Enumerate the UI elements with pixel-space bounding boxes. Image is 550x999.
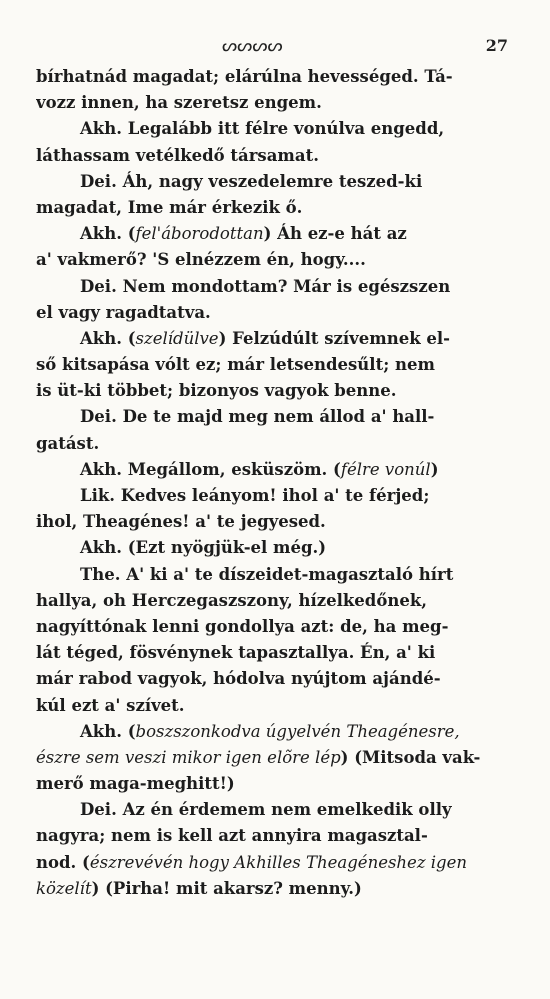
text-segment: Akh. Megállom, esküszöm. ( bbox=[80, 459, 341, 479]
text-line: nagyra; nem is kell azt annyira magasztal- bbox=[36, 826, 428, 846]
text-segment: Akh. ( bbox=[80, 224, 136, 244]
text-line: magadat, Ime már érkezik ő. bbox=[36, 197, 303, 217]
text-line bbox=[36, 719, 518, 745]
text-line: Dei. Az én érdemem nem emelkedik olly bbox=[80, 800, 452, 820]
text-line bbox=[36, 221, 518, 247]
text-line bbox=[36, 326, 518, 352]
text-segment: nod. ( bbox=[36, 852, 90, 872]
text-line: merő maga-meghitt!) bbox=[36, 774, 235, 794]
text-segment: ) (Pirha! mit akarsz? menny.) bbox=[91, 878, 362, 898]
text-segment: Akh. ( bbox=[80, 328, 136, 348]
text-segment: ) Felzúdúlt szívemnek el- bbox=[218, 328, 450, 348]
text-segment: ) bbox=[430, 459, 439, 479]
text-line: Akh. (Ezt nyögjük-el még.) bbox=[80, 538, 327, 558]
text-line: bírhatnád magadat; elárúlna hevességed. Tá- bbox=[36, 67, 453, 86]
text-line: hallya, oh Herczegaszszony, hízelkedőnek, bbox=[36, 590, 428, 610]
text-line: ihol, Theagénes! a' te jegyesed. bbox=[36, 512, 326, 532]
stage-direction: közelít bbox=[36, 878, 92, 898]
text-line: már rabod vagyok, hódolva nyújtom ajándé- bbox=[36, 669, 441, 689]
text-line bbox=[36, 850, 518, 876]
body-text bbox=[36, 64, 518, 902]
stage-direction: fel'áborodottan bbox=[135, 224, 264, 244]
text-line bbox=[36, 745, 518, 771]
text-line bbox=[36, 457, 518, 483]
text-line: láthassam vetélkedő társamat. bbox=[36, 145, 319, 165]
stage-direction: boszszonkodva úgyelvén Theagénesre, bbox=[135, 721, 460, 741]
page-number: 27 bbox=[485, 36, 508, 55]
text-line: is üt-ki többet; bizonyos vagyok benne. bbox=[36, 381, 397, 401]
text-line: a' vakmerő? 'S elnézzem én, hogy.... bbox=[36, 250, 366, 270]
text-line: vozz innen, ha szeretsz engem. bbox=[36, 93, 322, 113]
text-line: Dei. Áh, nagy veszedelemre teszed-ki bbox=[80, 171, 423, 191]
text-line: lát téged, fösvénynek tapasztallya. Én, a' ki bbox=[36, 643, 436, 663]
stage-direction: észrevévén hogy Akhilles Theagéneshez igen bbox=[89, 852, 467, 872]
text-line: nagyíttónak lenni gondollya azt: de, ha meg- bbox=[36, 616, 449, 636]
text-line: The. A' ki a' te díszeidet-magasztaló hírt bbox=[80, 564, 454, 584]
header-ornament: ᔕᔕᔕᔕ bbox=[222, 36, 283, 56]
text-segment: Akh. ( bbox=[80, 721, 136, 741]
text-segment: ) (Mitsoda vak- bbox=[340, 747, 481, 767]
text-line: Dei. De te majd meg nem állod a' hall- bbox=[80, 407, 435, 427]
text-line bbox=[36, 876, 518, 902]
text-line: el vagy ragadtatva. bbox=[36, 302, 211, 322]
text-line: kúl ezt a' szívet. bbox=[36, 695, 185, 715]
stage-direction: észre sem veszi mikor igen elõre lép bbox=[36, 747, 341, 767]
stage-direction: szelídülve bbox=[135, 328, 219, 348]
text-line: Lik. Kedves leányom! ihol a' te férjed; bbox=[80, 486, 430, 505]
text-line: gatást. bbox=[36, 433, 100, 453]
text-segment: ) Áh ez-e hát az bbox=[263, 224, 407, 244]
text-line: Akh. Legalább itt félre vonúlva engedd, bbox=[80, 119, 445, 139]
stage-direction: félre vonúl bbox=[340, 459, 431, 479]
text-line: Dei. Nem mondottam? Már is egészszen bbox=[80, 276, 451, 296]
text-line: ső kitsapása vólt ez; már letsendesűlt; nem bbox=[36, 355, 435, 375]
page-header bbox=[0, 36, 550, 60]
